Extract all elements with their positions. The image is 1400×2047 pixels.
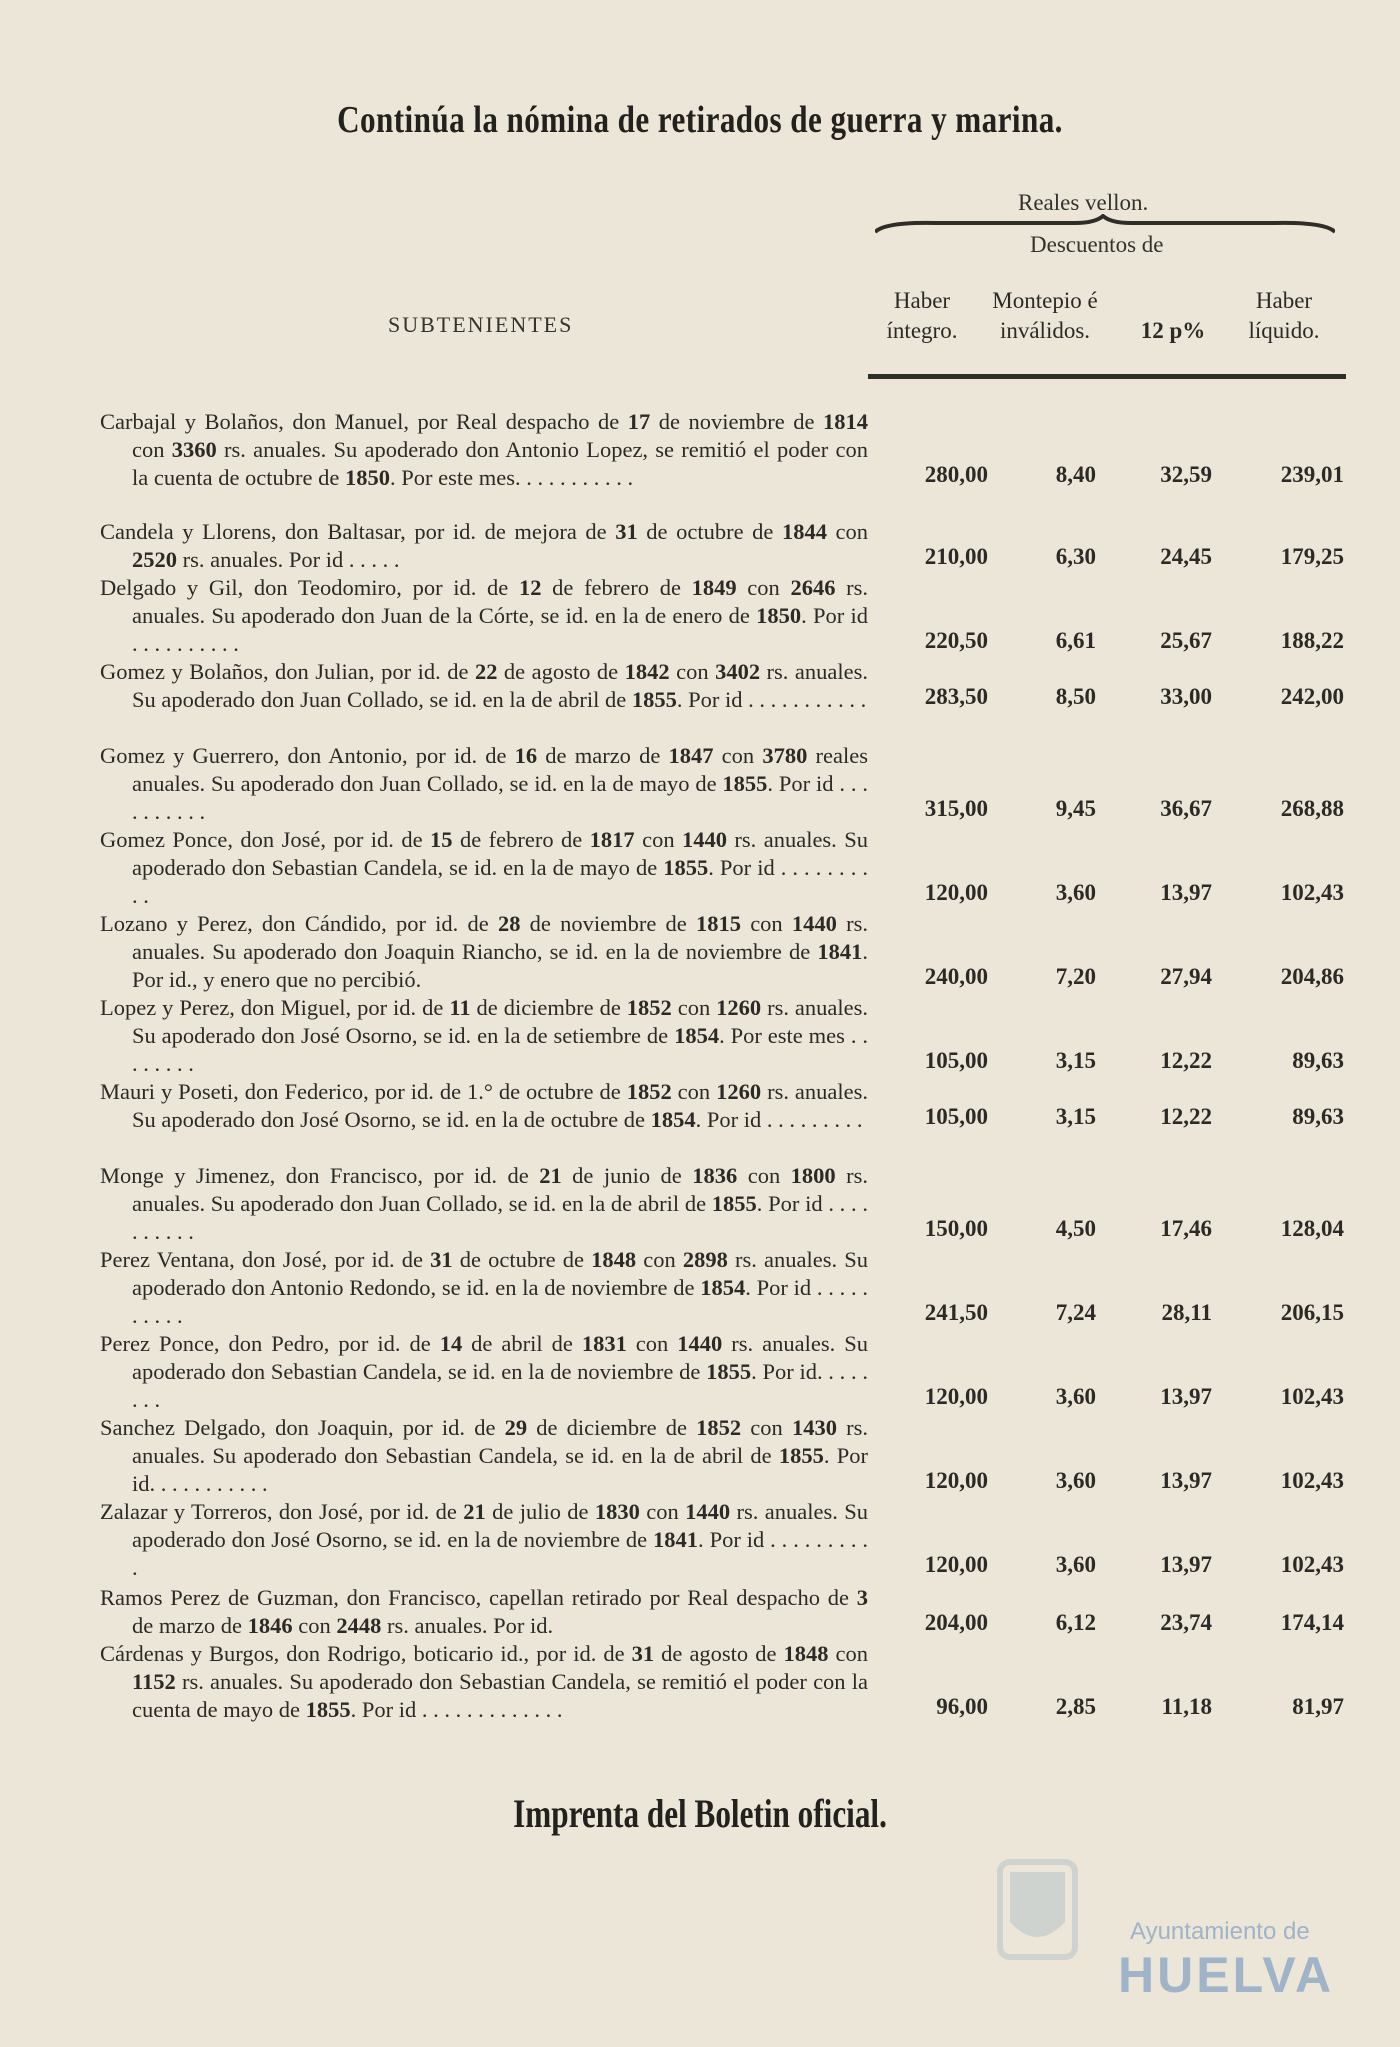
doce-por-ciento-value: 13,97 [1160,1468,1212,1493]
entry-text-block [100,910,868,994]
doce-por-ciento-value: 28,11 [1161,1300,1212,1325]
entry-text: Ramos Perez de Guzman, don Francisco, capellan retirado por Real despacho de 3 de marzo de 1846 con 2448 rs. anuales. Por id. [100,1585,868,1638]
haber-liquido-value: 204,86 [1280,964,1344,989]
column-header-montepio: Montepio é inválidos. [992,288,1098,343]
haber-liquido-value: 81,97 [1292,1694,1344,1719]
haber-integro-value: 120,00 [924,880,988,905]
haber-liquido-value: 102,43 [1280,880,1344,905]
entry-text-block [100,1330,868,1414]
entry-text: Gomez y Guerrero, don Antonio, por id. de 16 de marzo de 1847 con 3780 reales anuales. Su apoderado don Juan Collado, se id. en la de mayo de 1855. Por id . . . . . . . . . . [100,743,868,824]
doce-por-ciento-value: 32,59 [1160,462,1212,487]
entry-text: Mauri y Poseti, don Federico, por id. de 1.° de octubre de 1852 con 1260 rs. anuales. Su apoderado don José Osorno, se id. en la de octubre de 1854. Por id . . . . . . . . . [100,1079,868,1132]
column-header-haber-integro: Haber íntegro. [886,288,958,343]
montepio-value: 2,85 [1055,1694,1096,1719]
haber-liquido-value: 179,25 [1280,544,1344,569]
doce-por-ciento-value: 33,00 [1160,684,1212,709]
haber-liquido-value: 268,88 [1280,796,1344,821]
footer-imprenta: Imprenta del Boletin oficial. [513,1791,887,1836]
montepio-value: 6,30 [1055,544,1096,569]
haber-integro-value: 120,00 [924,1468,988,1493]
montepio-value: 3,60 [1055,880,1096,905]
montepio-value: 9,45 [1055,796,1096,821]
doce-por-ciento-value: 27,94 [1160,964,1212,989]
entry-text-block [100,742,868,826]
haber-integro-value: 315,00 [924,796,988,821]
haber-liquido-value: 242,00 [1280,684,1344,709]
entry-text-block [100,1414,868,1498]
montepio-value: 6,61 [1055,628,1096,653]
watermark-line2: HUELVA [1118,1947,1335,2003]
entry-text-block [100,1584,868,1640]
doce-por-ciento-value: 13,97 [1160,1552,1212,1577]
entry-text: Cárdenas y Burgos, don Rodrigo, boticario id., por id. de 31 de agosto de 1848 con 1152 rs. anuales. Su apoderado don Sebastian Candela, se remitió el poder con la cuenta de mayo de 1855. Por id . . . . . . . . . . . . . [100,1641,868,1722]
entry-text: Gomez y Bolaños, don Julian, por id. de 22 de agosto de 1842 con 3402 rs. anuales. Su apoderado don Juan Collado, se id. en la de abril de 1855. Por id . . . . . . . . . . . [100,659,869,712]
montepio-value: 4,50 [1055,1216,1096,1241]
entry-text-block [100,1640,868,1724]
doce-por-ciento-value: 11,18 [1161,1694,1212,1719]
watermark-line1: Ayuntamiento de [1130,1918,1310,1945]
haber-integro-value: 120,00 [924,1552,988,1577]
haber-integro-value: 241,50 [924,1300,988,1325]
haber-integro-value: 210,00 [924,544,988,569]
doce-por-ciento-value: 25,67 [1160,628,1212,653]
doce-por-ciento-value: 17,46 [1160,1216,1212,1241]
entry-text-block [100,574,868,658]
haber-liquido-value: 174,14 [1280,1610,1344,1635]
doce-por-ciento-value: 23,74 [1160,1610,1212,1635]
haber-liquido-value: 102,43 [1280,1468,1344,1493]
haber-integro-value: 96,00 [936,1694,988,1719]
montepio-value: 3,60 [1055,1384,1096,1409]
haber-liquido-value: 128,04 [1280,1216,1344,1241]
entry-text: Zalazar y Torreros, don José, por id. de 21 de julio de 1830 con 1440 rs. anuales. Su apoderado don José Osorno, se id. en la de noviembre de 1841. Por id . . . . . . . . . . [100,1499,868,1580]
haber-liquido-value: 206,15 [1280,1300,1344,1325]
montepio-value: 3,15 [1055,1048,1096,1073]
haber-liquido-value: 102,43 [1280,1384,1344,1409]
entry-text: Sanchez Delgado, don Joaquin, por id. de 29 de diciembre de 1852 con 1430 rs. anuales. Su apoderado don Sebastian Candela, se id. en la de abril de 1855. Por id. . . . . . . . . . . [100,1415,868,1496]
haber-integro-value: 220,50 [924,628,988,653]
montepio-value: 8,40 [1055,462,1096,487]
entry-text: Monge y Jimenez, don Francisco, por id. de 21 de junio de 1836 con 1800 rs. anuales. Su apoderado don Juan Collado, se id. en la de abril de 1855. Por id . . . . . . . . . . [100,1163,869,1244]
entry-text: Perez Ponce, don Pedro, por id. de 14 de abril de 1831 con 1440 rs. anuales. Su apoderado don Sebastian Candela, se id. en la de noviembre de 1855. Por id. . . . . . . . [100,1331,869,1412]
haber-liquido-value: 102,43 [1280,1552,1344,1577]
entry-text: Delgado y Gil, don Teodomiro, por id. de 12 de febrero de 1849 con 2646 rs. anuales. Su apoderado don Juan de la Córte, se id. en la de enero de 1850. Por id . . . . . . . . . . [100,575,869,656]
header-subtenientes: SUBTENIENTES [388,312,574,337]
column-header-haber-liquido: Haber líquido. [1248,288,1320,343]
haber-liquido-value: 89,63 [1292,1104,1344,1129]
montepio-value: 7,20 [1055,964,1096,989]
entry-text-block [100,1246,868,1330]
haber-integro-value: 150,00 [924,1216,988,1241]
doce-por-ciento-value: 13,97 [1160,1384,1212,1409]
page-title: Continúa la nómina de retirados de guerra y marina. [337,99,1063,141]
montepio-value: 3,15 [1055,1104,1096,1129]
entry-text-block [100,826,868,910]
haber-integro-value: 204,00 [924,1610,988,1635]
doce-por-ciento-value: 24,45 [1160,544,1212,569]
montepio-value: 3,60 [1055,1552,1096,1577]
doce-por-ciento-value: 36,67 [1160,796,1212,821]
entry-text-block [100,658,868,714]
montepio-value: 6,12 [1055,1610,1096,1635]
haber-integro-value: 240,00 [924,964,988,989]
haber-integro-value: 105,00 [924,1104,988,1129]
header-reales-vellon: Reales vellon. [1018,190,1149,215]
entry-text-block [100,518,868,574]
entry-text-block [100,994,868,1078]
entry-text: Perez Ventana, don José, por id. de 31 de octubre de 1848 con 2898 rs. anuales. Su apoderado don Antonio Redondo, se id. en la de noviembre de 1854. Por id . . . . . . . . . . [100,1247,868,1328]
entry-text-block [100,1078,868,1134]
montepio-value: 7,24 [1055,1300,1096,1325]
column-header-doce-por-ciento: 12 p% [1140,318,1206,343]
haber-integro-value: 105,00 [924,1048,988,1073]
header-descuentos: Descuentos de [1030,232,1164,257]
doce-por-ciento-value: 12,22 [1160,1104,1212,1129]
haber-liquido-value: 188,22 [1280,628,1344,653]
haber-liquido-value: 89,63 [1292,1048,1344,1073]
entry-text-block [100,1162,868,1246]
doce-por-ciento-value: 13,97 [1160,880,1212,905]
haber-integro-value: 120,00 [924,1384,988,1409]
entry-text: Gomez Ponce, don José, por id. de 15 de febrero de 1817 con 1440 rs. anuales. Su apoderado don Sebastian Candela, se id. en la de mayo de 1855. Por id . . . . . . . . . . [100,827,868,908]
montepio-value: 8,50 [1055,684,1096,709]
haber-integro-value: 283,50 [924,684,988,709]
entry-text-block [100,408,868,492]
entry-text: Candela y Llorens, don Baltasar, por id. de mejora de 31 de octubre de 1844 con 2520 rs. anuales. Por id . . . . . [100,519,868,572]
header-rule [868,374,1346,379]
montepio-value: 3,60 [1055,1468,1096,1493]
entry-text-block [100,1498,868,1582]
doce-por-ciento-value: 12,22 [1160,1048,1212,1073]
haber-liquido-value: 239,01 [1280,462,1344,487]
entry-text: Carbajal y Bolaños, don Manuel, por Real despacho de 17 de noviembre de 1814 con 3360 rs. anuales. Su apoderado don Antonio Lopez, se remitió el poder con la cuenta de octubre de 1850. Por este mes. . . . . . . . . . . [100,409,868,490]
entry-text: Lopez y Perez, don Miguel, por id. de 11 de diciembre de 1852 con 1260 rs. anuales. Su apoderado don José Osorno, se id. en la de setiembre de 1854. Por este mes . . . . . . . . [100,995,868,1076]
haber-integro-value: 280,00 [924,462,988,487]
entry-text: Lozano y Perez, don Cándido, por id. de 28 de noviembre de 1815 con 1440 rs. anuales. Su apoderado don Joaquin Riancho, se id. en la de noviembre de 1841. Por id., y enero que no percibió. [100,911,868,992]
